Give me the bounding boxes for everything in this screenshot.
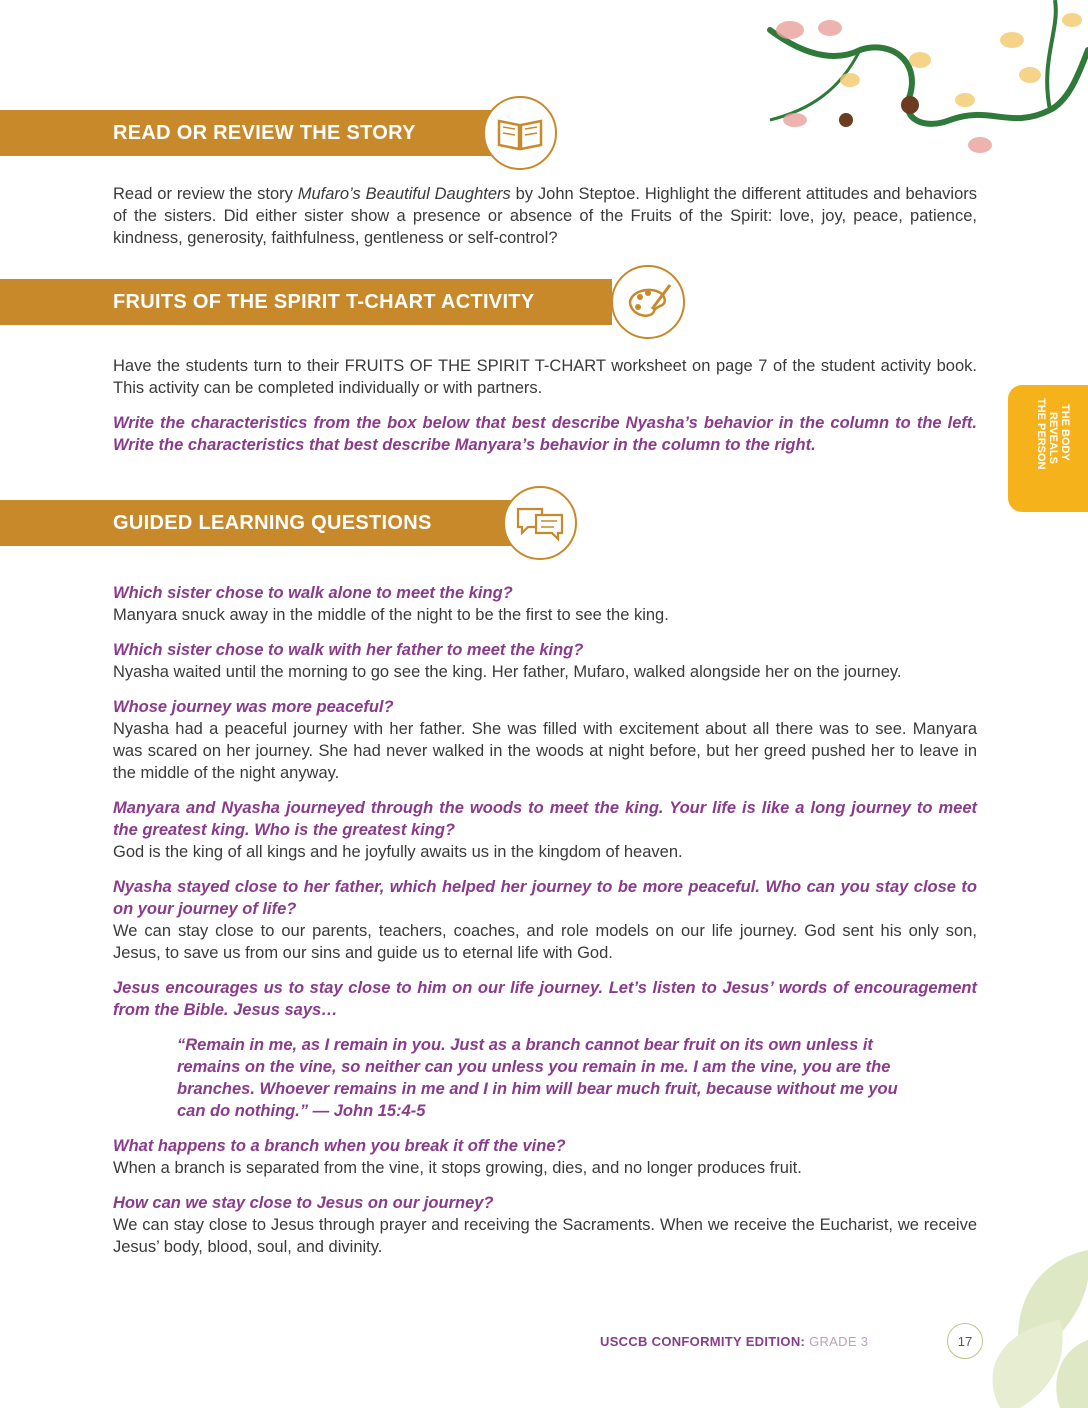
speech-bubbles-icon xyxy=(503,486,577,560)
book-title: Mufaro’s Beautiful Daughters xyxy=(297,185,511,203)
open-book-icon xyxy=(483,96,557,170)
side-tab-label xyxy=(1020,398,1080,498)
qa-item: Manyara and Nyasha journeyed through the woods to meet the king. Your life is like a long journey to meet the greatest king. Who is the greatest king? God is the king of all kings and he joyfully awaits us in the kingdom of heaven. xyxy=(113,799,977,861)
side-tab-line3: THE PERSON xyxy=(1035,398,1047,470)
tchart-intro: Have the students turn to their FRUITS OF THE SPIRIT T-CHART worksheet on page 7 of the student activity book. This activity can be completed individually or with partners. xyxy=(113,357,977,397)
page-number: 17 xyxy=(947,1323,983,1359)
vine-illustration xyxy=(750,0,1088,170)
section-title-guided: GUIDED LEARNING QUESTIONS xyxy=(113,511,432,534)
tchart-instruction: Write the characteristics from the box below that best describe Nyasha’s behavior in the column to the left. Write the characteristics that best describe Manyara’s behavior in the column to the right. xyxy=(113,414,977,454)
qa-item: Whose journey was more peaceful? Nyasha had a peaceful journey with her father. She was filled with excitement about all there was to see. Manyara was scared on her journey. She had never walked in the woods at night before, but her greed pushed her to leave in the middle of the night anyway. xyxy=(113,698,977,782)
paint-palette-icon xyxy=(611,265,685,339)
section-title-tchart: FRUITS OF THE SPIRIT T-CHART ACTIVITY xyxy=(113,290,535,313)
footer-grade: GRADE 3 xyxy=(809,1334,869,1349)
section-banner-tchart xyxy=(0,279,612,325)
side-tab-line2: REVEALS xyxy=(1047,412,1059,464)
qa-item: Which sister chose to walk alone to meet the king? Manyara snuck away in the middle of the night to be the first to see the king. xyxy=(113,584,669,624)
qa-item: How can we stay close to Jesus on our journey? We can stay close to Jesus through prayer and receiving the Sacraments. When we receive the Eucharist, we receive Jesus’ body, blood, soul, and divinity. xyxy=(113,1194,977,1256)
side-tab-line1: THE BODY xyxy=(1059,404,1071,461)
tchart-block xyxy=(113,355,977,456)
questions-block xyxy=(113,582,977,1271)
qa-item: Which sister chose to walk with her father to meet the king? Nyasha waited until the morning to go see the king. Her father, Mufaro, walked alongside her on the journey. xyxy=(113,641,902,681)
bible-quote: “Remain in me, as I remain in you. Just as a branch cannot bear fruit on its own unless it remains on the vine, so neither can you unless you remain in me. I am the vine, you are the branches. Whoever remains in me and I in him will bear much fruit, because without me you can do nothing.” — John 15:4-5 xyxy=(177,1036,898,1120)
section-banner-guided xyxy=(0,500,520,546)
footer-edition: USCCB CONFORMITY EDITION: GRADE 3 xyxy=(600,1334,869,1349)
section-title-read: READ OR REVIEW THE STORY xyxy=(113,121,416,144)
qa-item: What happens to a branch when you break it off the vine? When a branch is separated from the vine, it stops growing, dies, and no longer produces fruit. xyxy=(113,1137,802,1177)
read-paragraph: Read or review the story Mufaro’s Beautiful Daughters by John Steptoe. Highlight the different attitudes and behaviors of the sisters. Did either sister show a presence or absence of the Fruits of the Spirit: love, joy, peace, patience, kindness, generosity, faithfulness, gentleness or self-control? xyxy=(113,185,977,247)
section-banner-read xyxy=(0,110,500,156)
qa-item: Nyasha stayed close to her father, which helped her journey to be more peaceful. Who can you stay close to on your journey of life? We can stay close to our parents, teachers, coaches, and role models on our life journey. God sent his only son, Jesus, to save us from our sins and guide us to eternal life with God. xyxy=(113,878,977,962)
jesus-intro: Jesus encourages us to stay close to him on our life journey. Let’s listen to Jesus’ words of encouragement from the Bible. Jesus says… xyxy=(113,979,977,1019)
